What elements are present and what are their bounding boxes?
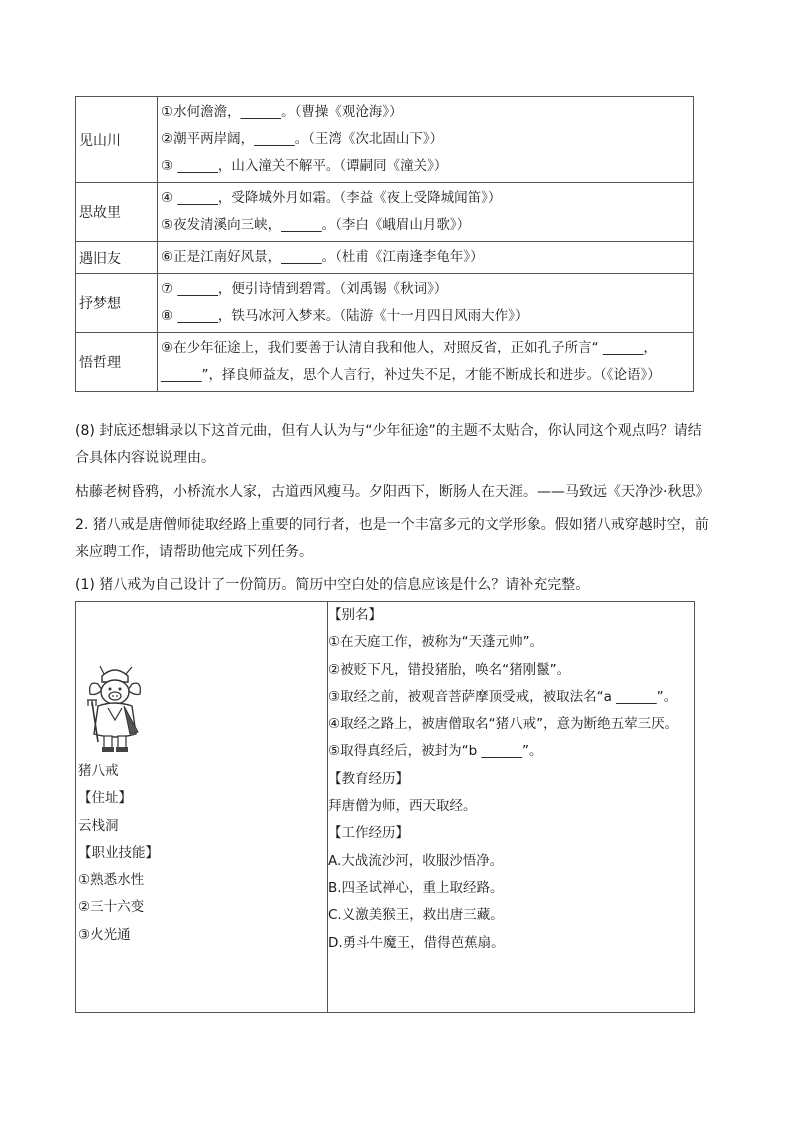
alias-item: ③取经之前，被观音菩萨摩顶受戒，被取法名“a ______”。 <box>328 688 678 705</box>
work-item: D.勇斗牛魔王，借得芭蕉扇。 <box>328 934 505 951</box>
poem-line: ④ ______，受降城外月如霜。（李益《夜上受降城闻笛》） <box>161 190 502 206</box>
category-cell: 抒梦想 <box>76 274 158 333</box>
poem-line: ③ ______，山入潼关不解平。（谭嗣同《潼关》） <box>161 158 448 174</box>
category-cell: 见山川 <box>76 97 158 183</box>
resume-left-column <box>76 602 328 1013</box>
resume-table <box>75 601 695 1013</box>
question-2-sub1: (1) 猪八戒为自己设计了一份简历。简历中空白处的信息应该是什么？请补充完整。 <box>75 577 590 593</box>
table-row <box>76 333 694 392</box>
poem-line: ⑧ ______，铁马冰河入梦来。（陆游《十一月四日风雨大作》） <box>161 308 529 324</box>
skill-item: ③火光通 <box>78 926 131 943</box>
work-item: B.四圣试禅心，重上取经路。 <box>328 879 504 896</box>
question-8-poem: 枯藤老树昏鸦，小桥流水人家，古道西风瘦马。夕阳西下，断肠人在天涯。——马致远《天净沙·秋思》 <box>75 484 710 500</box>
zhubajie-portrait-icon <box>84 662 146 754</box>
alias-item: ⑤取得真经后，被封为“b ______”。 <box>328 743 543 760</box>
poem-line: ⑥正是江南好风景，______。（杜甫《江南逢李龟年》） <box>161 249 484 265</box>
skills-header: 【职业技能】 <box>78 844 159 861</box>
skill-item: ①熟悉水性 <box>78 872 145 889</box>
category-cell: 悟哲理 <box>76 333 158 392</box>
education-header: 【教育经历】 <box>328 770 409 787</box>
category-cell: 思故里 <box>76 183 158 242</box>
table-row <box>76 97 694 183</box>
table-row <box>76 242 694 274</box>
work-header: 【工作经历】 <box>328 825 409 842</box>
table-row <box>76 274 694 333</box>
poem-line: ⑤夜发清溪向三峡，______。（李白《峨眉山月歌》） <box>161 217 471 233</box>
poem-line: ②潮平两岸阔，______。（王湾《次北固山下》） <box>161 131 444 147</box>
poem-line: ⑨在少年征途上，我们要善于认清自我和他人，对照反省，正如孔子所言“ ______，______”，择良师益友，思个人言行，补过失不足，才能不断成长和进步。（《论语》） <box>161 340 661 383</box>
question-2-intro: 2. 猪八戒是唐僧师徒取经路上重要的同行者，也是一个丰富多元的文学形象。假如猪八戒穿越时空，前来应聘工作，请帮助他完成下列任务。 <box>75 517 709 560</box>
alias-header: 【别名】 <box>328 607 382 623</box>
poem-line: ①水何澹澹，______。（曹操《观沧海》） <box>161 104 403 120</box>
poems-table <box>75 96 694 392</box>
resume-right-column <box>328 602 695 1013</box>
skill-item: ②三十六变 <box>78 899 145 916</box>
alias-item: ②被贬下凡，错投猪胎，唤名“猪刚鬣”。 <box>328 661 571 678</box>
education-value: 拜唐僧为师，西天取经。 <box>328 798 477 815</box>
question-8-text: (8) 封底还想辑录以下这首元曲，但有人认为与“少年征途”的主题不太贴合，你认同这个观点吗？请结合具体内容说说理由。 <box>75 423 702 466</box>
resume-name: 猪八戒 <box>78 763 119 779</box>
category-cell: 遇旧友 <box>76 242 158 274</box>
poem-line: ⑦ ______，便引诗情到碧霄。（刘禹锡《秋词》） <box>161 281 448 297</box>
table-row <box>76 183 694 242</box>
work-item: C.义激美猴王，救出唐三藏。 <box>328 907 504 924</box>
alias-item: ①在天庭工作，被称为“天蓬元帅”。 <box>328 634 544 651</box>
address-value: 云栈洞 <box>78 817 119 834</box>
work-item: A.大战流沙河，收服沙悟净。 <box>328 852 504 869</box>
address-header: 【住址】 <box>78 790 132 807</box>
alias-item: ④取经之路上，被唐僧取名“猪八戒”，意为断绝五荤三厌。 <box>328 716 679 733</box>
